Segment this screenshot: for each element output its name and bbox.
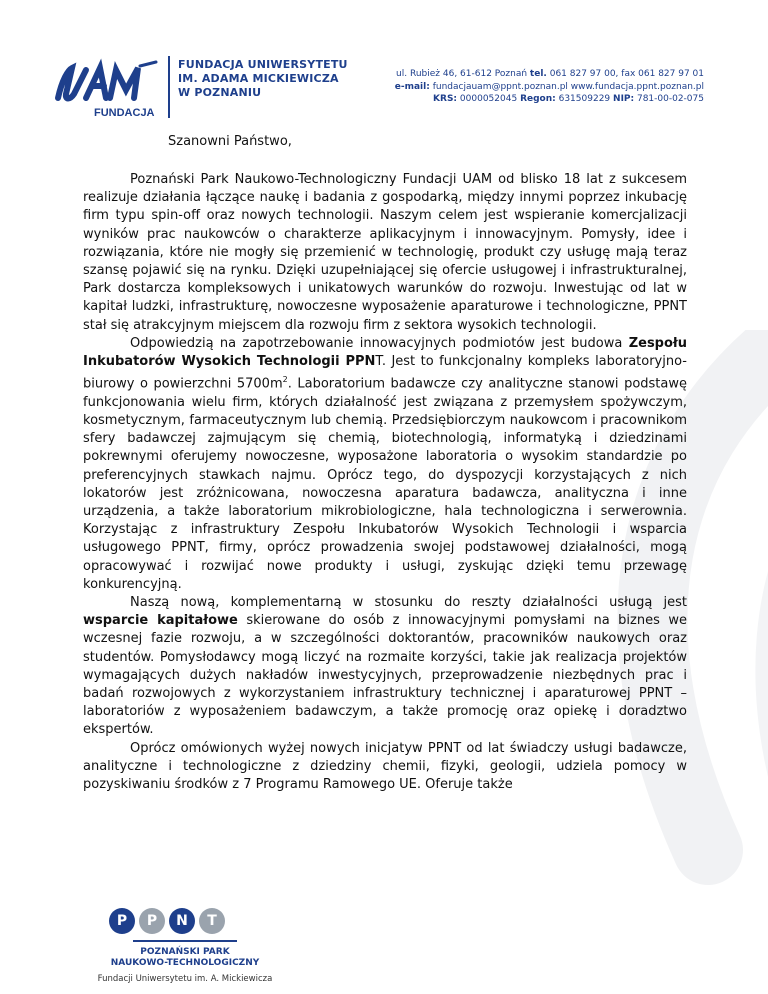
paragraph-2	[83, 335, 687, 594]
p2-text: T. Jest to funkcjonalny kompleks laboratoryjno-biurowy o powierzchni 5700m	[83, 354, 687, 392]
ppnt-letter: P	[109, 908, 135, 934]
uam-logo	[52, 58, 162, 120]
p3-text: Naszą nową, komplementarną w stosunku do reszty działalności usługą jest	[130, 595, 687, 610]
address: ul. Rubież 46, 61-612 Poznań	[396, 69, 528, 79]
ppnt-letter: N	[169, 908, 195, 934]
foundation-line: IM. ADAMA MICKIEWICZA	[178, 72, 339, 85]
salutation: Szanowni Państwo,	[168, 134, 292, 149]
letter-body	[83, 171, 687, 794]
p2-text: Odpowiedzią na zapotrzebowanie innowacyjnych podmiotów jest budowa	[130, 335, 629, 351]
p2-sup: 2	[282, 375, 288, 385]
contact-line-registry	[395, 93, 704, 106]
nip-label: NIP:	[613, 94, 635, 104]
p3-text: skierowane do osób z innowacyjnymi pomysłami na biznes we wczesnej fazie rozwoju, a w szczególności doktorantów, pracowników naukowych oraz studentów. Pomysłodawcy mogą liczyć na rozmaite korzyści, takie jak realizacja projektów wymagających dużych nakładów inwestycyjnych, przeprowadzenie niezbędnych prac i badań rozwojowych z wykorzystaniem infrastruktury technicznej i aparaturowej PPNT – laboratoriów z wyposażeniem badawczym, a także promocję oraz opiekę i doradztwo ekspertów.	[83, 613, 687, 738]
p2-text: . Laboratorium badawcze czy analityczne stanowi podstawę funkcjonowania wielu firm, których działalność jest związana z przemysłem spożywczym, kosmetycznym, farmaceutycznym lub chemią. Przedsiębiorczym naukowcom i pracownikom sfery badawczej zajmującym się chemią, biotechnologią, informatyką i dziedzinami pokrewnymi oferujemy nowoczesne, wyposażone laboratoria o wysokim standardzie po preferencyjnych stawkach najmu. Oprócz tego, do dyspozycji korzystających z nich lokatorów jest zróżnicowana, nowoczesna aparatura badawcza, analityczna i inne urządzenia, a także laboratorium mikrobiologiczne, hala technologiczna i serwerownia. Korzystając z infrastruktury Zespołu Inkubatorów Wysokich Technologii i wsparcia usługowego PPNT, firmy, oprócz prowadzenia swojej podstawowej działalności, mogą opracowywać i rozwijać nowe produkty i usługi, zyskując dzięki temu przewagę konkurencyjną.	[83, 376, 687, 592]
email-label: e-mail:	[394, 81, 430, 92]
logo-label: FUNDACJA	[94, 107, 155, 119]
regon: 631509229	[558, 94, 611, 104]
contact-block	[395, 68, 704, 106]
paragraph-4: Oprócz omówionych wyżej nowych inicjatyw PPNT od lat świadczy usługi badawcze, analityczne i technologiczne z dziedziny chemii, fizyki, geologii, udziela pomocy w pozyskiwaniu środków z 7 Programu Ramowego UE. Oferuje także	[83, 740, 687, 793]
ppnt-letter: T	[199, 908, 225, 934]
foundation-line: FUNDACJA UNIWERSYTETU	[178, 58, 348, 71]
ppnt-subtitle: Fundacji Uniwersytetu im. A. Mickiewicza	[97, 974, 273, 984]
ppnt-underline	[133, 940, 237, 942]
ppnt-logo	[109, 908, 225, 934]
ppnt-letter: P	[139, 908, 165, 934]
krs-label: KRS:	[433, 94, 458, 104]
contact-line-address	[395, 68, 704, 81]
foundation-line: W POZNANIU	[178, 86, 262, 99]
header-divider	[168, 56, 170, 118]
ppnt-name-line: NAUKOWO-TECHNOLOGICZNY	[110, 958, 260, 968]
p2-bold: Zespołu Inkubatorów Wysokich Technologii PPN	[83, 335, 687, 370]
tel: 061 827 97 00, fax 061 827 97 01	[549, 69, 704, 79]
ppnt-name-line: POZNAŃSKI PARK	[140, 947, 230, 957]
foundation-name	[178, 58, 348, 100]
ppnt-name	[100, 947, 270, 969]
krs: 0000052045	[459, 94, 518, 104]
p3-bold: wsparcie kapitałowe	[83, 613, 238, 629]
uam-logo-mark	[52, 58, 162, 120]
paragraph-3	[83, 594, 687, 740]
regon-label: Regon:	[520, 94, 556, 104]
tel-label: tel.	[529, 69, 547, 79]
email[interactable]: fundacjauam@ppnt.poznan.pl www.fundacja.ppnt.poznan.pl	[432, 81, 704, 92]
paragraph-1: Poznański Park Naukowo-Technologiczny Fundacji UAM od blisko 18 lat z sukcesem realizuje działania łączące naukę i badania z gospodarką, między innymi poprzez inkubację firm typu spin-off oraz nowych technologii. Naszym celem jest wspieranie komercjalizacji wyników prac naukowców o charakterze aplikacyjnym i innowacyjnym. Pomysły, idee i rozwiązania, które nie mogły się przemienić w technologię, produkt czy usługę mają teraz szansę pojawić się na rynku. Dzięki uzupełniającej się ofercie usługowej i infrastrukturalnej, Park dostarcza kompleksowych i unikatowych warunków do rozwoju. Inwestując od lat w kapitał ludzki, infrastrukturę, nowoczesne wyposażenie aparaturowe i technologiczne, PPNT stał się atrakcyjnym miejscem dla rozwoju firm z sektora wysokich technologii.	[83, 172, 687, 333]
nip: 781-00-02-075	[636, 94, 704, 104]
contact-line-email	[395, 81, 704, 94]
